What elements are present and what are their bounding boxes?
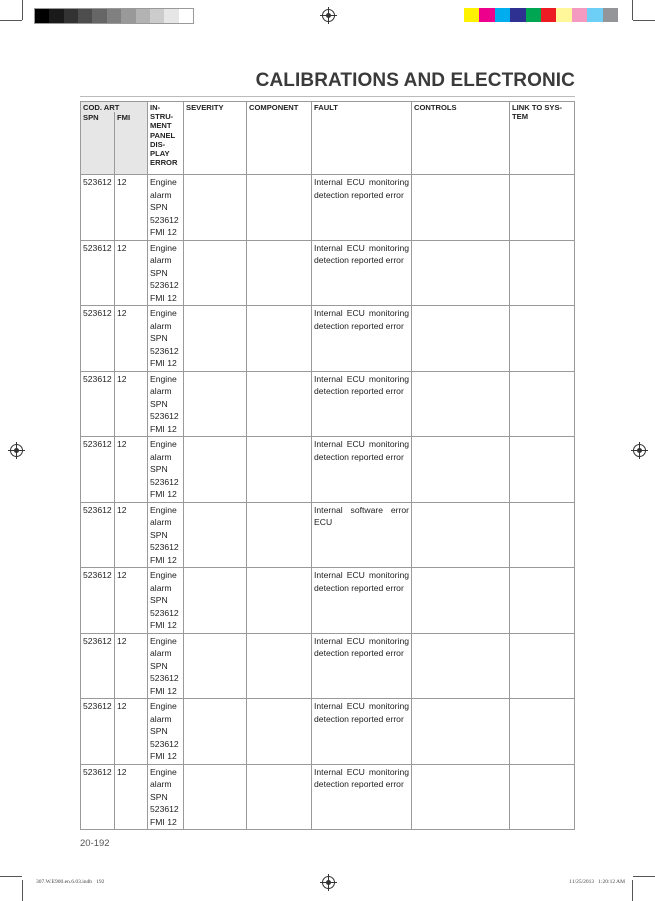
fault-cell: Internal ECU monitoring detection reported error (312, 240, 412, 306)
fmi-header: FMI (115, 112, 148, 175)
gray-swatch (136, 9, 151, 23)
spn-cell: 523612 (81, 306, 115, 372)
component-cell (247, 568, 312, 634)
page-number: 20-192 (80, 838, 110, 849)
controls-cell (412, 633, 510, 699)
fault-cell: Internal ECU monitoring detection reported error (312, 306, 412, 372)
color-swatch (479, 8, 495, 22)
component-cell (247, 633, 312, 699)
link-cell (510, 568, 575, 634)
controls-cell (412, 437, 510, 503)
link-cell (510, 437, 575, 503)
fault-cell: Internal ECU monitoring detection reported error (312, 371, 412, 437)
severity-cell (184, 437, 247, 503)
display-error-cell: Engine alarm SPN 523612 FMI 12 (148, 240, 184, 306)
table-row (81, 568, 575, 634)
controls-cell (412, 306, 510, 372)
display-error-cell: Engine alarm SPN 523612 FMI 12 (148, 437, 184, 503)
fmi-cell: 12 (115, 568, 148, 634)
fmi-cell: 12 (115, 502, 148, 568)
color-swatch (556, 8, 572, 22)
link-cell (510, 502, 575, 568)
link-cell (510, 699, 575, 765)
gray-swatch (164, 9, 179, 23)
color-swatch (464, 8, 480, 22)
link-cell (510, 306, 575, 372)
severity-header: SEVERITY (184, 102, 247, 175)
component-cell (247, 175, 312, 241)
color-swatch (587, 8, 603, 22)
display-error-cell: Engine alarm SPN 523612 FMI 12 (148, 175, 184, 241)
page-title: CALIBRATIONS AND ELECTRONIC (255, 70, 575, 91)
link-cell (510, 633, 575, 699)
severity-cell (184, 240, 247, 306)
gray-swatch (78, 9, 93, 23)
display-error-cell: Engine alarm SPN 523612 FMI 12 (148, 699, 184, 765)
severity-cell (184, 568, 247, 634)
table-row (81, 240, 575, 306)
link-cell (510, 371, 575, 437)
display-error-cell: Engine alarm SPN 523612 FMI 12 (148, 764, 184, 830)
table-row (81, 699, 575, 765)
fmi-cell: 12 (115, 764, 148, 830)
display-error-cell: Engine alarm SPN 523612 FMI 12 (148, 371, 184, 437)
display-error-cell: Engine alarm SPN 523612 FMI 12 (148, 568, 184, 634)
fmi-cell: 12 (115, 175, 148, 241)
color-swatch (495, 8, 511, 22)
table-row (81, 764, 575, 830)
spn-cell: 523612 (81, 633, 115, 699)
registration-mark-left-icon (10, 444, 23, 457)
link-cell (510, 175, 575, 241)
fault-cell: Internal ECU monitoring detection reported error (312, 633, 412, 699)
table-row (81, 175, 575, 241)
link-cell (510, 764, 575, 830)
component-cell (247, 502, 312, 568)
display-error-cell: Engine alarm SPN 523612 FMI 12 (148, 633, 184, 699)
severity-cell (184, 764, 247, 830)
fault-cell: Internal ECU monitoring detection reported error (312, 175, 412, 241)
severity-cell (184, 502, 247, 568)
controls-cell (412, 240, 510, 306)
gray-swatch (150, 9, 165, 23)
spn-header: SPN (81, 112, 115, 175)
severity-cell (184, 175, 247, 241)
spn-cell: 523612 (81, 371, 115, 437)
gray-swatch (121, 9, 136, 23)
component-cell (247, 764, 312, 830)
registration-mark-right-icon (633, 444, 646, 457)
display-error-header: IN- STRU- MENT PANEL DIS- PLAY ERROR (148, 102, 184, 175)
fmi-cell: 12 (115, 699, 148, 765)
component-cell (247, 699, 312, 765)
registration-mark-bottom-icon (322, 876, 335, 889)
gray-swatch (64, 9, 79, 23)
table-row (81, 371, 575, 437)
component-cell (247, 306, 312, 372)
fault-header: FAULT (312, 102, 412, 175)
table-row (81, 306, 575, 372)
component-cell (247, 371, 312, 437)
color-swatch (510, 8, 526, 22)
spn-cell: 523612 (81, 568, 115, 634)
controls-header: CONTROLS (412, 102, 510, 175)
color-swatch (541, 8, 557, 22)
controls-cell (412, 371, 510, 437)
severity-cell (184, 371, 247, 437)
color-calibration-bar (464, 8, 618, 22)
fault-cell: Internal ECU monitoring detection reported error (312, 764, 412, 830)
spn-cell: 523612 (81, 175, 115, 241)
grayscale-calibration-bar (34, 8, 194, 24)
spn-cell: 523612 (81, 240, 115, 306)
fault-code-table (80, 101, 575, 830)
table-row (81, 502, 575, 568)
fmi-cell: 12 (115, 306, 148, 372)
severity-cell (184, 633, 247, 699)
component-cell (247, 240, 312, 306)
table-row (81, 633, 575, 699)
fmi-cell: 12 (115, 240, 148, 306)
link-to-system-header: LINK TO SYS- TEM (510, 102, 575, 175)
severity-cell (184, 306, 247, 372)
fault-cell: Internal software error ECU (312, 502, 412, 568)
controls-cell (412, 568, 510, 634)
title-divider (80, 96, 575, 97)
controls-cell (412, 699, 510, 765)
gray-swatch (49, 9, 64, 23)
color-swatch (603, 8, 619, 22)
fault-cell: Internal ECU monitoring detection reported error (312, 699, 412, 765)
component-cell (247, 437, 312, 503)
link-cell (510, 240, 575, 306)
fmi-cell: 12 (115, 633, 148, 699)
gray-swatch (107, 9, 122, 23)
fmi-cell: 12 (115, 437, 148, 503)
controls-cell (412, 175, 510, 241)
color-swatch (526, 8, 542, 22)
spn-cell: 523612 (81, 437, 115, 503)
display-error-cell: Engine alarm SPN 523612 FMI 12 (148, 502, 184, 568)
fault-cell: Internal ECU monitoring detection reported error (312, 568, 412, 634)
fmi-cell: 12 (115, 371, 148, 437)
spn-cell: 523612 (81, 502, 115, 568)
severity-cell (184, 699, 247, 765)
component-header: COMPONENT (247, 102, 312, 175)
spn-cell: 523612 (81, 764, 115, 830)
controls-cell (412, 502, 510, 568)
gray-swatch (179, 9, 194, 23)
print-slug-file: 307.W.E900.en.6.03.indb 192 (36, 879, 105, 885)
cod-art-header: COD. ART (81, 102, 148, 113)
table-row (81, 437, 575, 503)
gray-swatch (35, 9, 50, 23)
registration-mark-top-icon (322, 9, 335, 22)
spn-cell: 523612 (81, 699, 115, 765)
gray-swatch (92, 9, 107, 23)
display-error-cell: Engine alarm SPN 523612 FMI 12 (148, 306, 184, 372)
color-swatch (572, 8, 588, 22)
print-slug-timestamp: 11/25/2013 1:20:12 AM (569, 879, 625, 885)
fault-cell: Internal ECU monitoring detection reported error (312, 437, 412, 503)
controls-cell (412, 764, 510, 830)
